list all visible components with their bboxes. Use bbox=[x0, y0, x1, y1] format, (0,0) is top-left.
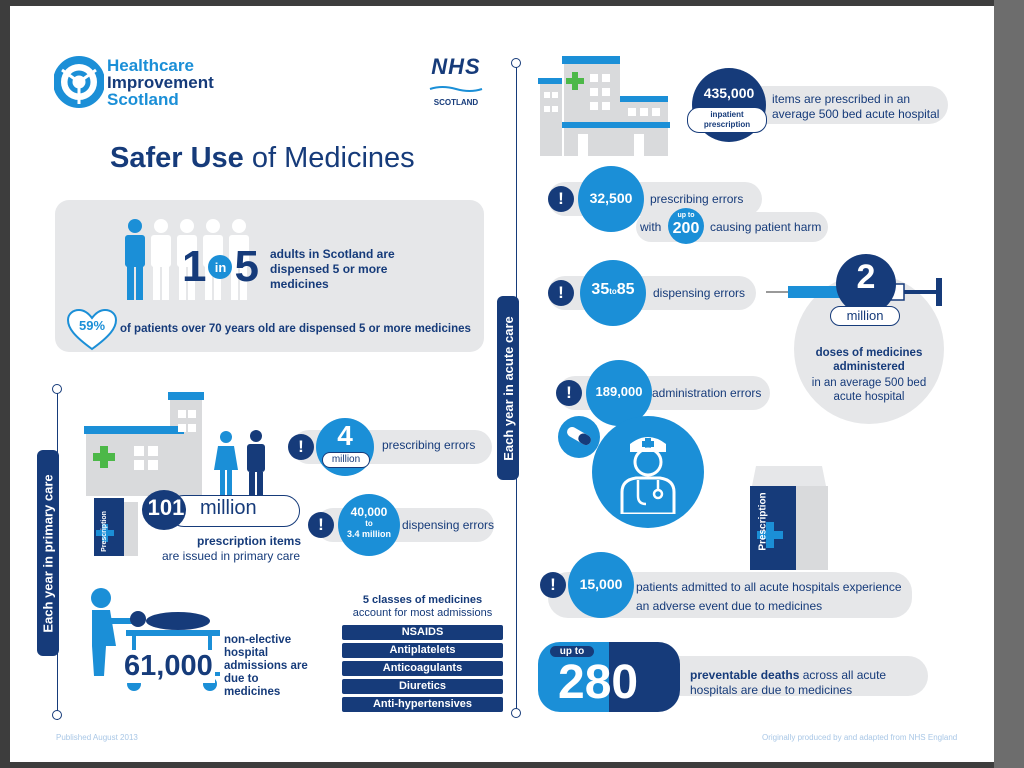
acute-rx-label: prescribing errors bbox=[650, 192, 744, 206]
primary-rx-unit: million bbox=[322, 452, 370, 468]
harm-label: causing patient harm bbox=[710, 220, 822, 234]
one-in-five-one: 1 bbox=[182, 242, 207, 291]
primary-rx-label: prescribing errors bbox=[382, 438, 476, 452]
classes-title: 5 classes of medicines bbox=[362, 594, 483, 606]
pct-value: 59% bbox=[78, 318, 106, 333]
org-line-3: Scotland bbox=[107, 90, 179, 109]
one-in-five bbox=[182, 242, 259, 292]
primary-disp-errors-alert-icon: ! bbox=[308, 512, 334, 538]
harm-number: 200 bbox=[672, 220, 700, 237]
acute-disp-b: 85 bbox=[616, 281, 635, 298]
nhs-logo-sub: SCOTLAND bbox=[433, 98, 479, 107]
footer-right: Originally produced by and adapted from NHS England bbox=[762, 733, 958, 742]
class-anticoagulants: Anticoagulants bbox=[342, 661, 503, 676]
primary-disp-to: to bbox=[365, 519, 373, 528]
admissions-number: 61,000 bbox=[124, 650, 213, 682]
family-icon bbox=[210, 430, 274, 496]
admissions-text: non-elective hospital admissions are due to medicines bbox=[224, 634, 308, 698]
pct-text: of patients over 70 years old are dispensed 5 or more medicines bbox=[120, 323, 471, 335]
class-antiplatelets: Antiplatelets bbox=[342, 643, 503, 658]
acute-disp-label: dispensing errors bbox=[653, 286, 746, 300]
adverse-alert-icon: ! bbox=[540, 572, 566, 598]
primary-disp-values bbox=[338, 507, 400, 540]
gp-building-icon bbox=[82, 388, 222, 496]
deaths-text-rest: across all acute hospitals are due to medicines bbox=[690, 668, 887, 697]
acute-disp-alert-icon: ! bbox=[548, 280, 574, 306]
classes-subtitle: account for most admissions bbox=[352, 607, 493, 619]
capsule-icon bbox=[564, 426, 594, 446]
doses-unit: million bbox=[830, 306, 900, 326]
footer-left: Published August 2013 bbox=[56, 733, 138, 742]
nhs-logo-text: NHS bbox=[431, 54, 481, 79]
inpatient-sub: inpatient prescription bbox=[687, 107, 767, 133]
nhs-wave-icon bbox=[428, 85, 484, 93]
items-number: 101 bbox=[147, 495, 185, 520]
nurse-icon bbox=[616, 430, 680, 514]
doses-text-bold: doses of medicines administered bbox=[815, 347, 923, 373]
admin-number: 189,000 bbox=[595, 384, 643, 399]
class-nsaids: NSAIDS bbox=[342, 625, 503, 640]
adverse-text: patients admitted to all acute hospitals experience an adverse event due to medicines bbox=[636, 580, 902, 613]
org-name bbox=[107, 57, 214, 108]
admin-label: administration errors bbox=[652, 386, 762, 400]
harm-with: with bbox=[640, 220, 662, 234]
acute-disp-to: to bbox=[609, 287, 617, 296]
one-in-five-in: in bbox=[208, 255, 232, 279]
doses-text-rest: in an average 500 bed acute hospital bbox=[811, 377, 927, 403]
class-diuretics: Diuretics bbox=[342, 679, 503, 694]
items-text-rest: are issued in primary care bbox=[162, 549, 301, 563]
acute-timeline-dot-top bbox=[511, 58, 521, 68]
items-badge bbox=[142, 490, 300, 528]
classes-heading bbox=[340, 594, 505, 620]
inpatient-number: 435,000 bbox=[703, 85, 755, 101]
acute-disp-range bbox=[580, 281, 646, 299]
page-title bbox=[110, 142, 415, 175]
primary-timeline-dot-top bbox=[52, 384, 62, 394]
acute-care-label bbox=[497, 296, 519, 480]
acute-disp-a: 35 bbox=[591, 281, 610, 298]
primary-rx-errors-alert-icon: ! bbox=[288, 434, 314, 460]
deaths-upto: up to bbox=[550, 646, 594, 657]
acute-rx-alert-icon: ! bbox=[548, 186, 574, 212]
primary-rx-number: 4 bbox=[337, 420, 353, 451]
infographic-page bbox=[10, 6, 994, 762]
org-line-2: Improvement bbox=[107, 73, 214, 92]
primary-care-label-text: Each year in primary care bbox=[40, 473, 56, 633]
acute-prescription-label: Prescription bbox=[757, 492, 769, 551]
acute-timeline-dot-bottom bbox=[511, 708, 521, 718]
primary-prescription-label: Prescription bbox=[100, 511, 108, 552]
adverse-number: 15,000 bbox=[579, 576, 623, 592]
hospital-icon bbox=[538, 56, 670, 156]
primary-disp-label: dispensing errors bbox=[402, 518, 495, 532]
inpatient-text: items are prescribed in an average 500 bed acute hospital bbox=[772, 92, 940, 121]
nhs-logo bbox=[428, 54, 484, 107]
acute-care-label-text: Each year in acute care bbox=[500, 315, 516, 461]
viewer-right-gutter bbox=[994, 0, 1024, 768]
deaths-text bbox=[690, 668, 920, 698]
org-line-1: Healthcare bbox=[107, 56, 194, 75]
harm-upto: up to bbox=[677, 212, 695, 219]
deaths-number: 280 bbox=[558, 656, 639, 709]
acute-rx-number: 32,500 bbox=[589, 190, 633, 206]
his-logo-icon bbox=[54, 56, 104, 108]
one-in-five-five: 5 bbox=[234, 242, 259, 291]
adults-text: adults in Scotland are dispensed 5 or more medicines bbox=[270, 247, 395, 291]
class-anti-hypertensives: Anti-hypertensives bbox=[342, 697, 503, 712]
admin-alert-icon: ! bbox=[556, 380, 582, 406]
page-title-rest: of Medicines bbox=[243, 142, 415, 174]
page-title-bold: Safer Use bbox=[110, 142, 244, 174]
items-text-bold: prescription items bbox=[197, 534, 302, 548]
primary-care-label bbox=[37, 450, 59, 656]
primary-disp-top: 40,000 bbox=[350, 505, 388, 519]
items-unit: million bbox=[200, 497, 257, 519]
primary-timeline-dot-bottom bbox=[52, 710, 62, 720]
primary-disp-bottom: 3.4 million bbox=[346, 529, 391, 539]
deaths-text-bold: preventable deaths bbox=[690, 668, 800, 682]
doses-number: 2 bbox=[856, 258, 876, 296]
